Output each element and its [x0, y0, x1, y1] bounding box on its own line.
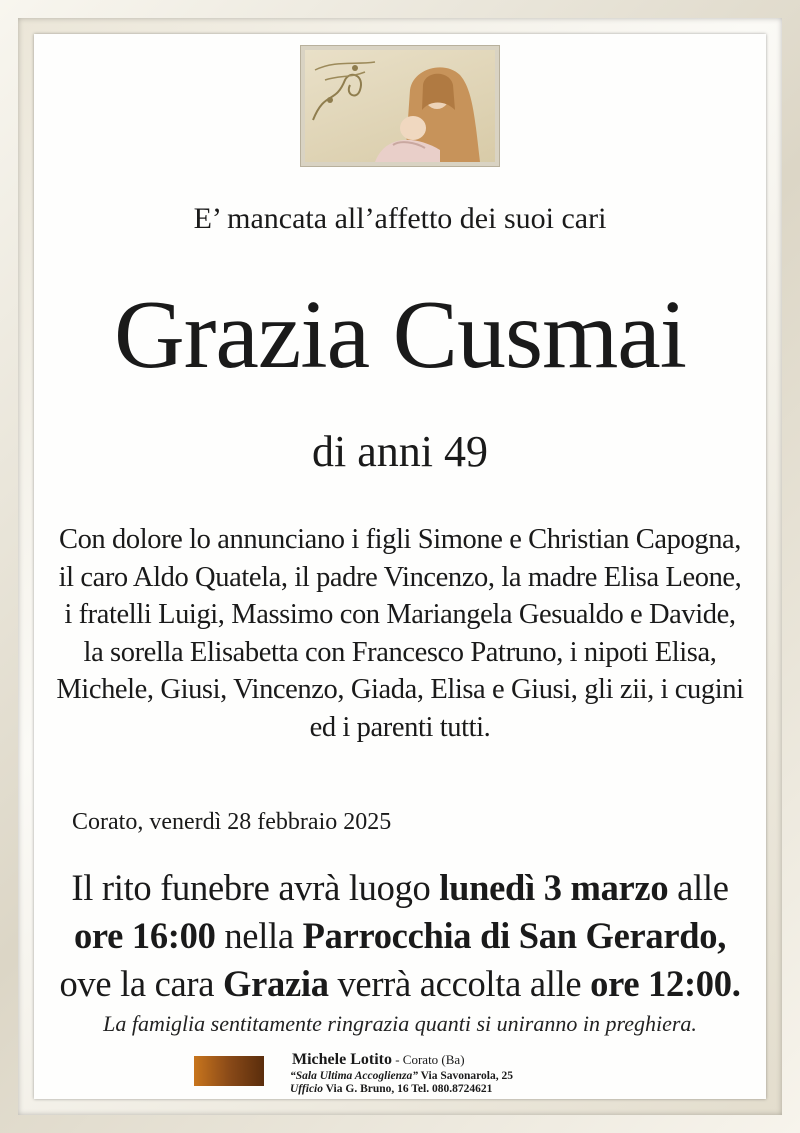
intro-line: E’ mancata all’affetto dei suoi cari: [193, 202, 607, 235]
agency-name: [292, 1051, 465, 1069]
deceased-name: Grazia Cusmai: [113, 281, 687, 389]
place-and-date: Corato, venerdì 28 febbraio 2025: [72, 809, 392, 835]
agency-city: - Corato (Ba): [391, 1052, 465, 1067]
agency-office-address: Via G. Bruno, 16 Tel. 080.8724621: [323, 1083, 493, 1095]
thanks-line: La famiglia sentitamente ringrazia quanti si uniranno in preghiera.: [103, 1011, 697, 1036]
funeral-agency-footer: [194, 1051, 614, 1095]
madonna-and-child-picture: [301, 46, 499, 166]
agency-name-text: Michele Lotito: [292, 1051, 392, 1068]
deceased-age: di anni 49: [312, 427, 488, 476]
rite-text: alle: [668, 867, 729, 908]
funeral-rite-text: [34, 864, 766, 1008]
agency-logo: [194, 1056, 264, 1086]
rite-date: lunedì 3 marzo: [439, 867, 669, 908]
rite-church: Parrocchia di San Gerardo,: [302, 915, 727, 956]
agency-hall: “Sala Ultima Accoglienza”: [290, 1070, 418, 1082]
rite-name: Grazia: [223, 963, 329, 1004]
rite-arrival-time: ore 12:00.: [590, 963, 741, 1004]
agency-office-label: Ufficio: [290, 1083, 324, 1095]
agency-office-line: [290, 1083, 492, 1095]
rite-text: Il rito funebre avrà luogo: [71, 867, 440, 908]
rite-time: ore 16:00: [73, 915, 216, 956]
agency-hall-line: [290, 1070, 513, 1082]
madonna-icon: [305, 50, 495, 162]
agency-hall-address: Via Savonarola, 25: [418, 1070, 513, 1082]
rite-text: verrà accolta alle: [328, 963, 591, 1004]
announcement-text: Con dolore lo annunciano i figli Simone e Christian Capogna, il caro Aldo Quatela, il padre Vincenzo, la madre Elisa Leone, i fratelli Luigi, Massimo con Mariangela Gesualdo e Davide, la sorella Elisabetta con Francesco Patruno, i nipoti Elisa, Michele, Giusi, Vincenzo, Giada, Elisa e Giusi, gli zii, i cugini ed i parenti tutti.: [56, 524, 744, 743]
notice-paper: [34, 34, 766, 1099]
rite-text: nella: [215, 915, 303, 956]
rite-text: ove la cara: [59, 963, 224, 1004]
